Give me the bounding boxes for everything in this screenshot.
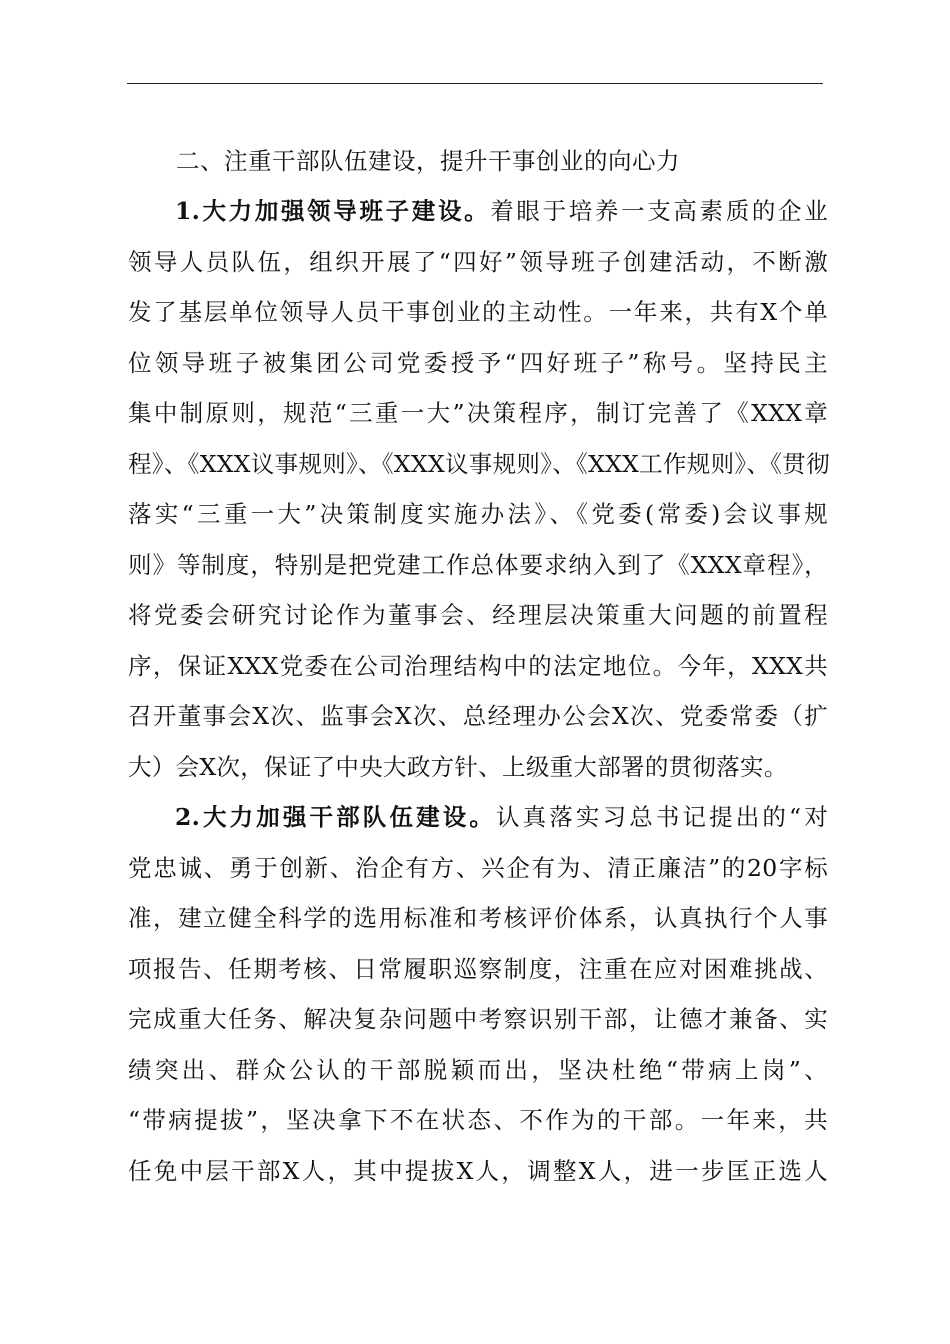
paragraph-line: 大）会X次，保证了中央大政方针、上级重大部署的贯彻落实。 [128,752,788,781]
paragraph-line: 位领导班子被集团公司党委授予“四好班子”称号。坚持民主 [128,348,828,377]
paragraph-title: 1.大力加强领导班子建设。 [175,197,491,225]
paragraph-line: 绩突出、群众公认的干部脱颖而出，坚决杜绝“带病上岗”、 [128,1055,828,1084]
paragraph-line: 程》、《XXX议事规则》、《XXX议事规则》、《XXX工作规则》、《贯彻 [128,449,830,478]
paragraph-1 [128,186,828,792]
paragraph-line: 落实“三重一大”决策制度实施办法》、《党委(常委)会议事规 [128,500,828,528]
paragraph-line: 将党委会研究讨论作为董事会、经理层决策重大问题的前置程 [128,601,828,629]
paragraph-2 [128,792,828,1196]
paragraph-line: 则》等制度，特别是把党建工作总体要求纳入到了《XXX章程》， [128,550,828,579]
paragraph-line: 序，保证XXX党委在公司治理结构中的法定地位。今年，XXX共 [128,651,828,680]
paragraph-line: 集中制原则，规范“三重一大”决策程序，制订完善了《XXX章 [128,399,828,427]
paragraph-line: 任免中层干部X人，其中提拔X人，调整X人，进一步匡正选人 [128,1156,828,1185]
paragraph-line: 项报告、任期考核、日常履职巡察制度，注重在应对困难挑战、 [128,954,828,983]
paragraph-line: 党忠诚、勇于创新、治企有方、兴企有为、清正廉洁”的20字标 [128,853,828,882]
document-body [128,136,828,1196]
header-rule [127,83,823,84]
paragraph-line: 1.大力加强领导班子建设。着眼于培养一支高素质的企业 [175,197,828,225]
section-heading: 二、注重干部队伍建设，提升干事创业的向心力 [176,147,680,175]
paragraph-line: 发了基层单位领导人员干事创业的主动性。一年来，共有X个单 [128,298,828,326]
paragraph-title: 2.大力加强干部队伍建设。 [175,803,497,831]
paragraph-line: 2.大力加强干部队伍建设。认真落实习总书记提出的“对 [175,803,828,831]
paragraph-line: “带病提拔”，坚决拿下不在状态、不作为的干部。一年来，共 [128,1106,828,1134]
paragraph-line: 召开董事会X次、监事会X次、总经理办公会X次、党委常委（扩 [128,702,828,730]
paragraph-line: 领导人员队伍，组织开展了“四好”领导班子创建活动，不断激 [128,247,828,276]
paragraph-line: 完成重大任务、解决复杂问题中考察识别干部，让德才兼备、实 [128,1005,828,1033]
paragraph-line: 准，建立健全科学的选用标准和考核评价体系，认真执行个人事 [128,904,828,932]
